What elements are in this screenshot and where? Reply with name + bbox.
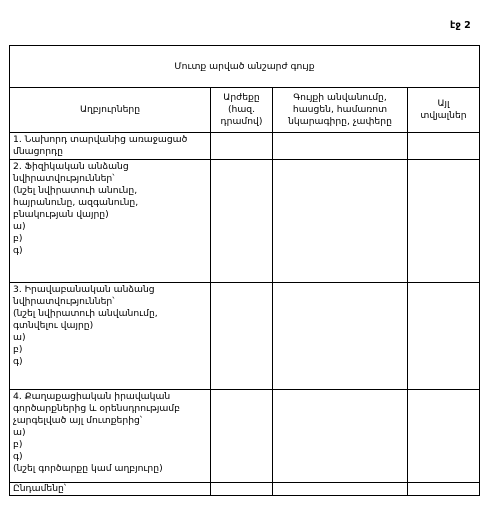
value-cell xyxy=(211,160,273,283)
table-title: Մուտք արված անշարժ գույք xyxy=(10,46,480,88)
row-label: 2. Ֆիզիկական անձանց նվիրատվություններ՝ (նշել նվիրատուի անունը, հայրանունը, ազգանունը, բնակության վայրը) ա) բ) գ) xyxy=(10,160,211,283)
other-data-cell xyxy=(408,133,480,160)
other-data-cell xyxy=(408,390,480,483)
table-row xyxy=(10,283,480,390)
header-value: Արժեքը (հազ. դրամով) xyxy=(211,88,273,133)
description-cell xyxy=(273,283,408,390)
value-cell xyxy=(211,390,273,483)
other-data-cell xyxy=(408,483,480,496)
row-label: Ընդամենը՝ xyxy=(10,483,211,496)
real-estate-form-table xyxy=(9,45,480,496)
description-cell xyxy=(273,160,408,283)
row-label: 4. Քաղաքացիական իրավական գործարքներից և օրենսդրությամբ չարգելված այլ մուտքերից՝ ա) բ) գ) (նշել գործարքը կամ աղբյուրը) xyxy=(10,390,211,483)
table-row xyxy=(10,160,480,283)
other-data-cell xyxy=(408,160,480,283)
row-label: 3. Իրավաբանական անձանց նվիրատվություններ՝ (նշել նվիրատուի անվանումը, գտնվելու վայրը) ա) բ) գ) xyxy=(10,283,211,390)
other-data-cell xyxy=(408,283,480,390)
row-label: 1. Նախորդ տարվանից առաջացած մնացորդը xyxy=(10,133,211,160)
value-cell xyxy=(211,133,273,160)
page-number: էջ 2 xyxy=(450,20,471,31)
header-other-data: Այլ տվյալներ xyxy=(408,88,480,133)
description-cell xyxy=(273,390,408,483)
value-cell xyxy=(211,283,273,390)
table-row xyxy=(10,390,480,483)
table-row-total xyxy=(10,483,480,496)
header-sources: Աղբյուրները xyxy=(10,88,211,133)
header-property-description: Գույքի անվանումը, հասցեն, համառոտ նկարագիրը, չափերը xyxy=(273,88,408,133)
value-cell xyxy=(211,483,273,496)
description-cell xyxy=(273,133,408,160)
description-cell xyxy=(273,483,408,496)
table-row xyxy=(10,133,480,160)
